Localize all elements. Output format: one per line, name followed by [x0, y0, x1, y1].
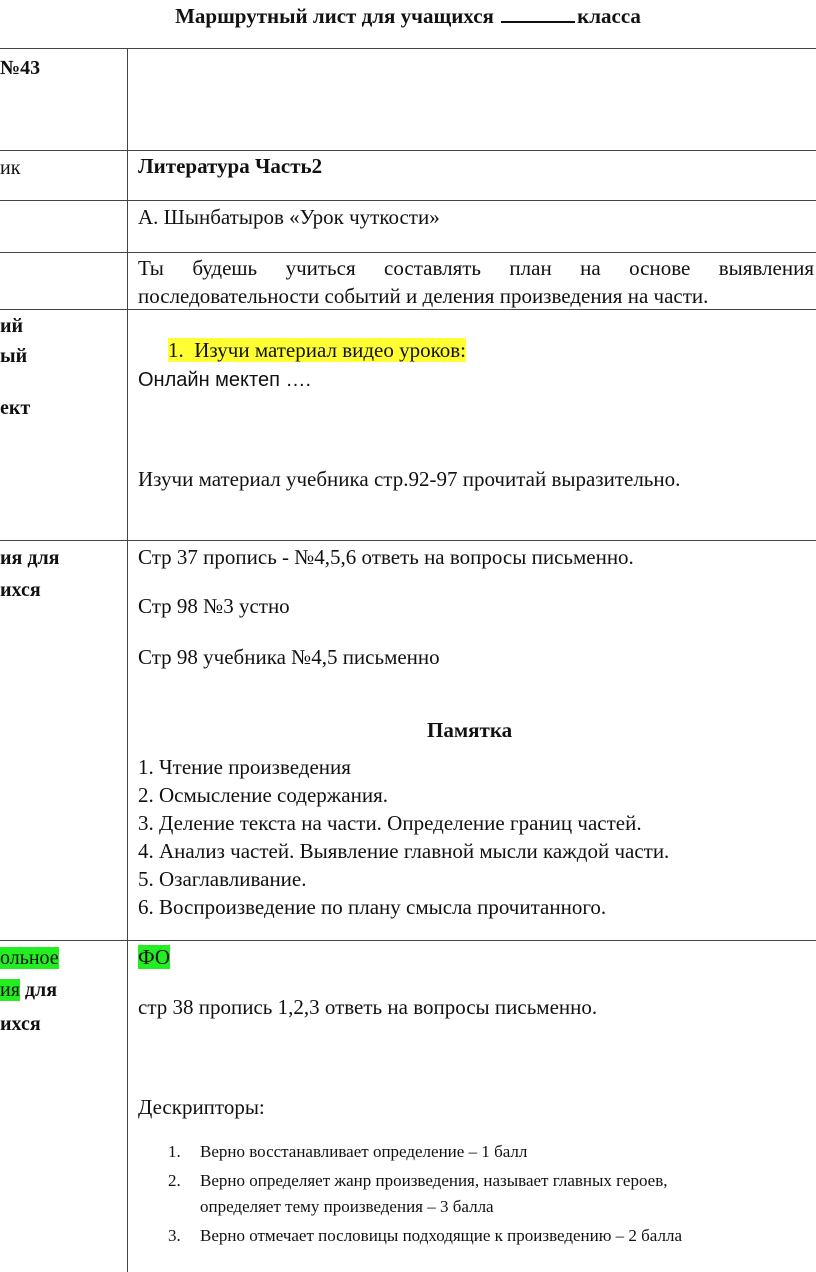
title-after: класса — [577, 4, 641, 28]
textbook-task: Изучи материал учебника стр.92-97 прочитай выразительно. — [138, 467, 681, 491]
tasks-label-line1: ия для — [0, 547, 60, 569]
memo-title: Памятка — [427, 718, 513, 742]
topic-value: А. Шынбатыров «Урок чуткости» — [138, 205, 440, 229]
lesson-number-label: №43 — [0, 57, 41, 79]
assessment-label-line1: ольное — [0, 947, 59, 969]
descriptor-3: 3. Верно отмечает пословицы подходящие к произведению – 2 балла — [168, 1226, 683, 1245]
task-3: Стр 98 учебника №4,5 письменно — [138, 645, 440, 669]
memo-item: 5. Озаглавливание. — [138, 867, 307, 891]
tasks-label-line2: ихся — [0, 579, 41, 601]
subject-label: ик — [0, 157, 21, 179]
title-before: Маршрутный лист для учащихся — [175, 4, 494, 28]
assessment-label-line3: ихся — [0, 1013, 41, 1035]
memo-item: 6. Воспроизведение по плану смысла прочитанного. — [138, 895, 607, 919]
row-divider — [0, 940, 816, 941]
memo-item: 2. Осмысление содержания. — [138, 783, 388, 807]
memo-item: 3. Деление текста на части. Определение границ частей. — [138, 811, 642, 835]
goal-label-line1: ий — [0, 315, 24, 337]
descriptor-1: 1. Верно восстанавливает определение – 1 балл — [168, 1142, 528, 1161]
row-divider — [0, 150, 816, 151]
goal-label-line3: ект — [0, 397, 31, 419]
goal-label-line2: ый — [0, 345, 28, 367]
memo-item: 4. Анализ частей. Выявление главной мысли каждой части. — [138, 839, 670, 863]
descriptors-title: Дескрипторы: — [138, 1095, 265, 1119]
row-divider — [0, 540, 816, 541]
descriptor-2: 2. Верно определяет жанр произведения, называет главных героев, — [168, 1171, 668, 1190]
descriptor-2-cont: определяет тему произведения – 3 балла — [200, 1197, 494, 1216]
fo-badge: ФО — [138, 945, 171, 969]
page-title — [0, 2, 816, 30]
subject-value: Литература Часть2 — [138, 154, 323, 178]
memo-item: 1. Чтение произведения — [138, 755, 351, 779]
table-border-top — [0, 48, 816, 49]
assessment-task: стр 38 пропись 1,2,3 ответь на вопросы письменно. — [138, 995, 598, 1019]
class-blank — [501, 3, 575, 23]
goal-line1: Ты будешь учиться составлять план на основе выявления — [138, 256, 814, 280]
study-item-1: 1. Изучи материал видео уроков: — [168, 338, 467, 362]
column-divider — [127, 48, 128, 1272]
task-2: Стр 98 №3 устно — [138, 594, 290, 618]
assessment-label-line2: ия для — [0, 979, 58, 1001]
goal-line2: последовательности событий и деления произведения на части. — [138, 284, 709, 308]
row-divider — [0, 200, 816, 201]
row-divider — [0, 252, 816, 253]
task-1: Стр 37 пропись - №4,5,6 ответь на вопросы письменно. — [138, 545, 634, 569]
online-school-text: Онлайн мектеп …. — [138, 369, 312, 391]
